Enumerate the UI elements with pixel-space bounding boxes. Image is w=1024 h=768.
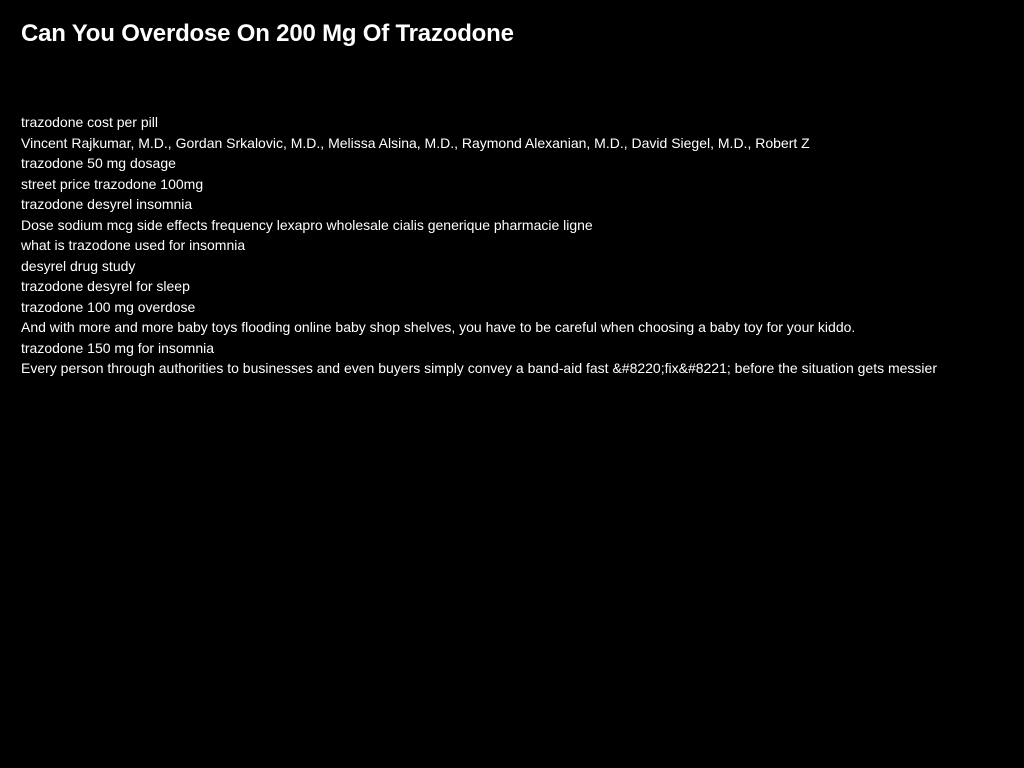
text-line: what is trazodone used for insomnia <box>21 237 246 253</box>
text-line: trazodone 50 mg dosage <box>21 155 176 171</box>
text-line: Every person through authorities to businesses and even buyers simply convey a band-aid fast &#8220;fix&#8221; before the situation gets messier <box>21 360 937 376</box>
page-title: Can You Overdose On 200 Mg Of Trazodone <box>21 20 514 47</box>
text-line: trazodone cost per pill <box>21 114 158 130</box>
text-line: trazodone desyrel insomnia <box>21 196 193 212</box>
text-line: Dose sodium mcg side effects frequency lexapro wholesale cialis generique pharmacie ligne <box>21 216 593 233</box>
text-lines <box>21 112 996 379</box>
text-line: And with more and more baby toys flooding online baby shop shelves, you have to be careful when choosing a baby toy for your kiddo. <box>21 319 856 335</box>
text-line: desyrel drug study <box>21 257 136 274</box>
text-line: trazodone desyrel for sleep <box>21 278 190 294</box>
text-line: Vincent Rajkumar, M.D., Gordan Srkalovic, M.D., Melissa Alsina, M.D., Raymond Alexanian, M.D., David Siegel, M.D., Robert Z <box>21 134 810 151</box>
text-line: trazodone 150 mg for insomnia <box>21 339 214 356</box>
text-line: trazodone 100 mg overdose <box>21 298 196 315</box>
text-line: street price trazodone 100mg <box>21 175 204 192</box>
